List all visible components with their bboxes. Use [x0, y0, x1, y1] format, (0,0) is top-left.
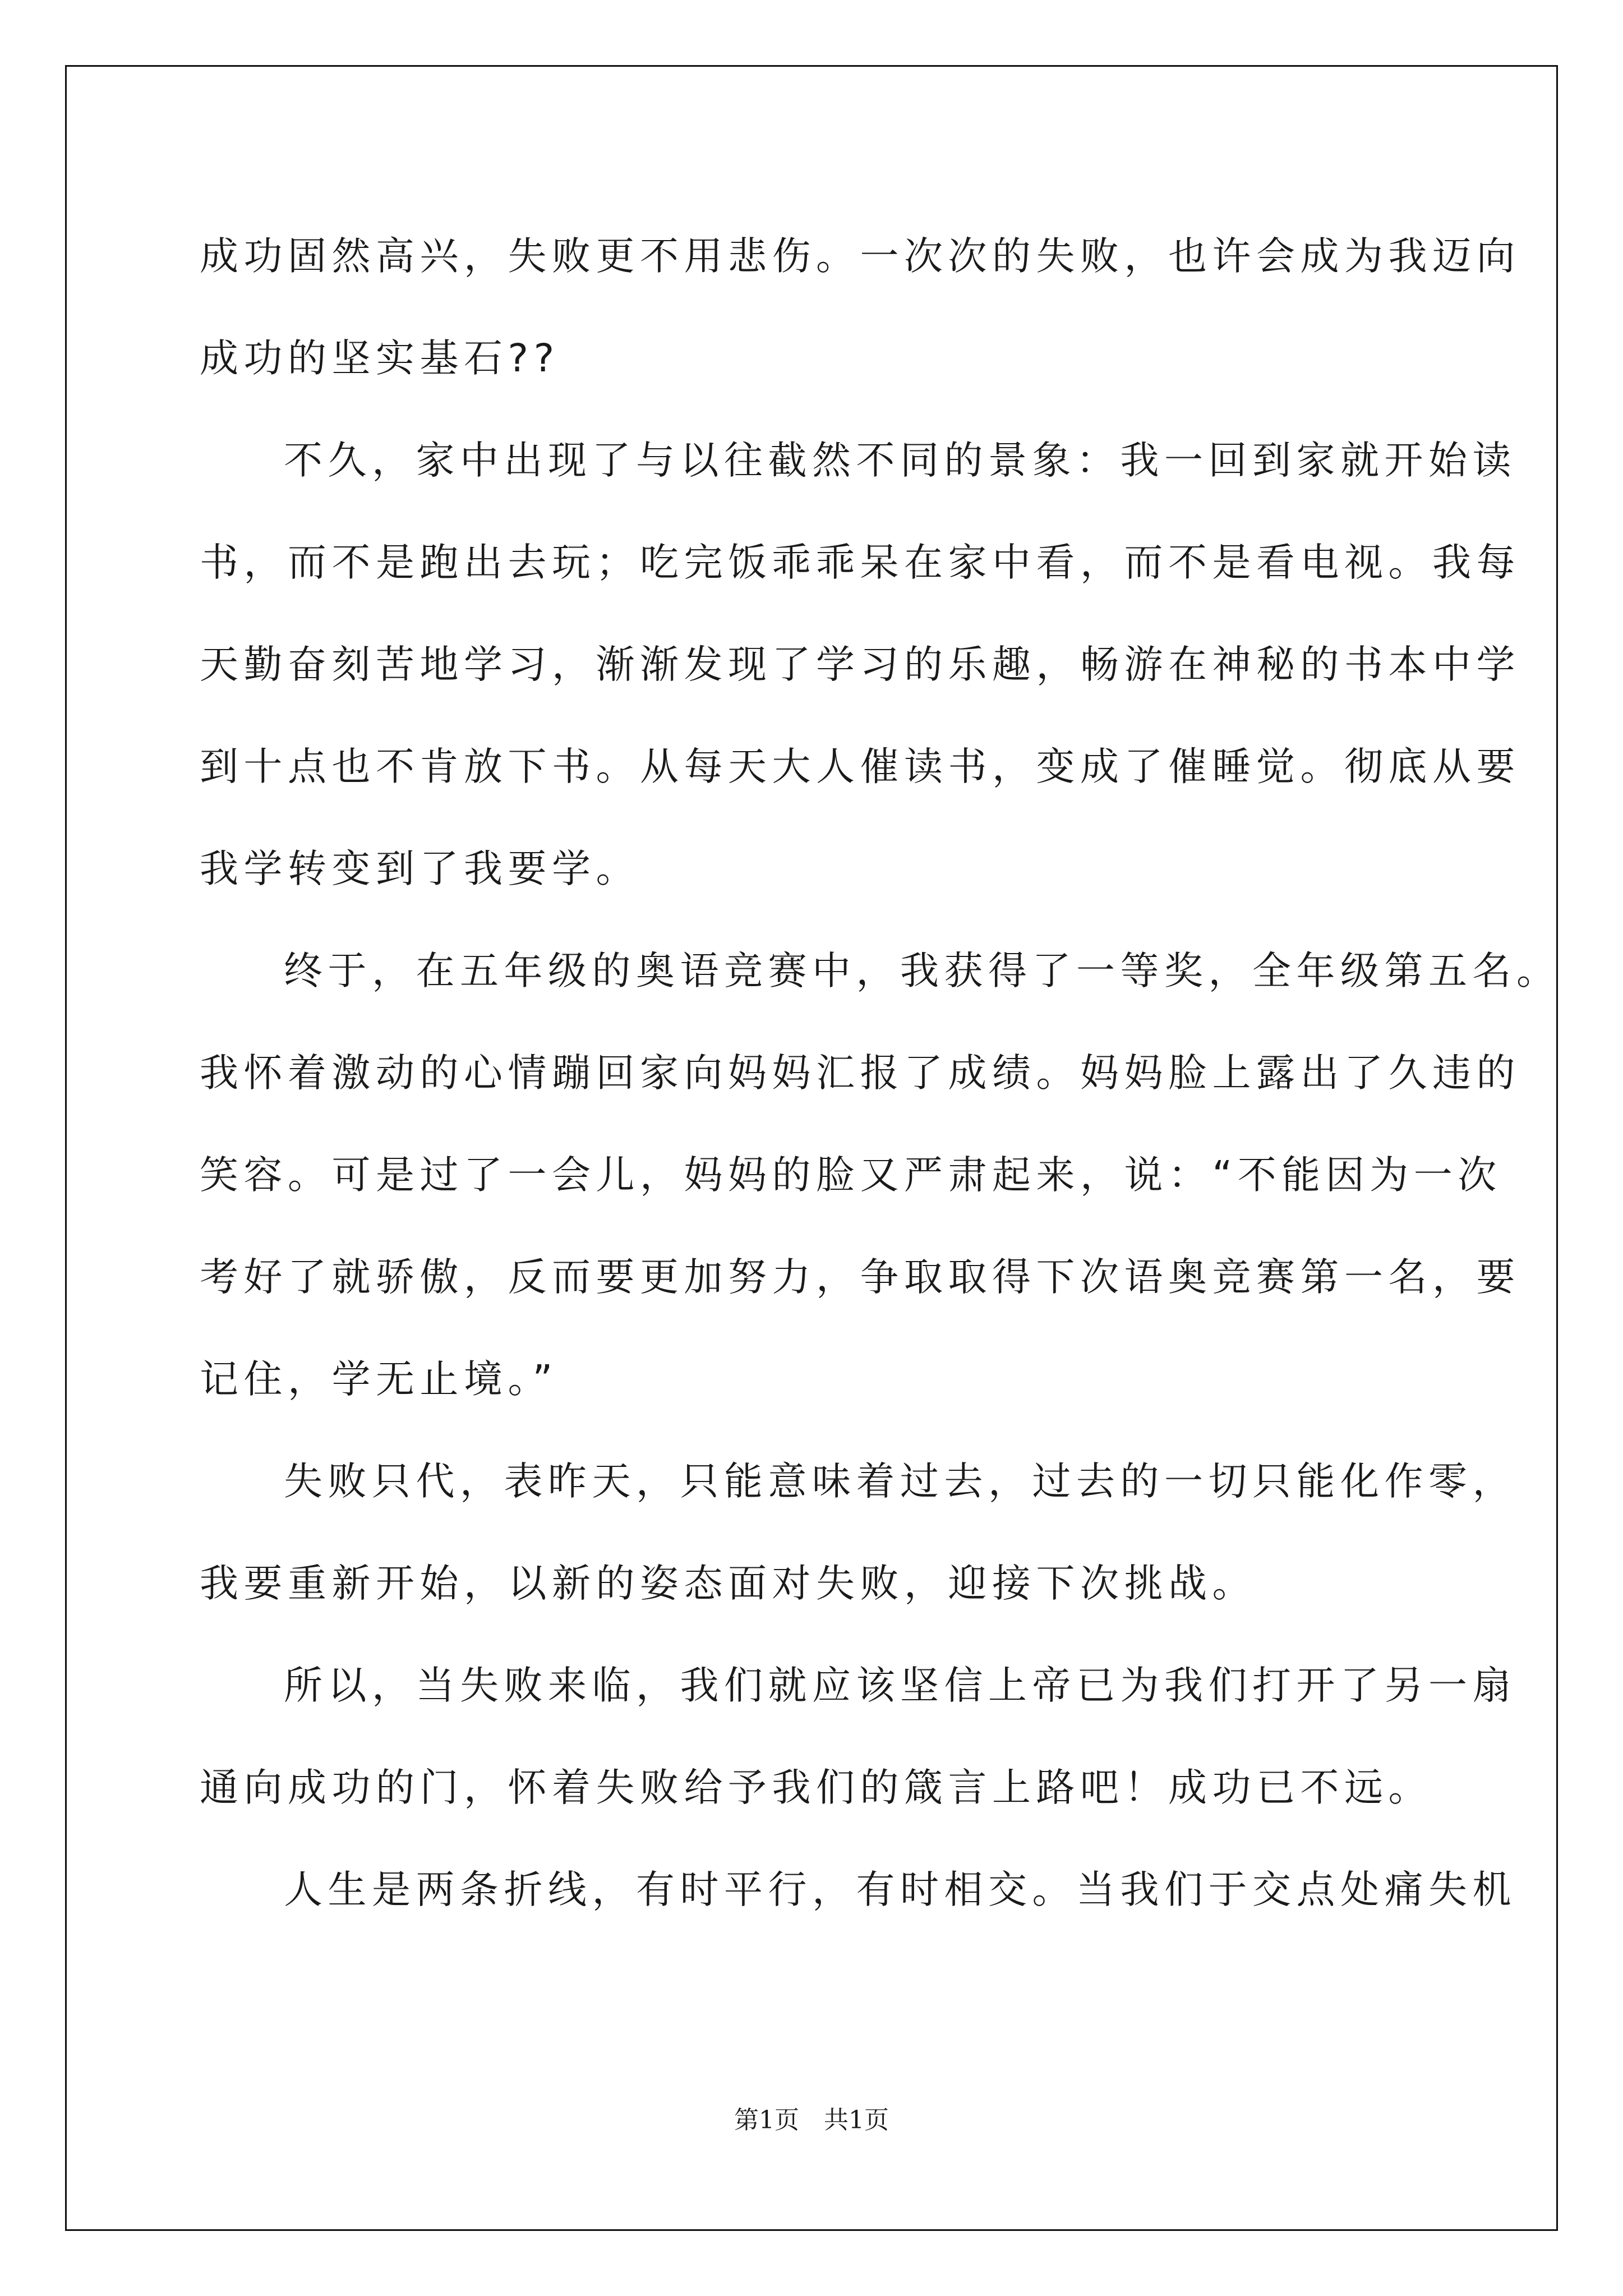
page-number-current: 第1页: [734, 2106, 799, 2134]
text-line-4: 书，而不是跑出去玩；吃完饭乖乖呆在家中看，而不是看电视。我每: [200, 540, 1520, 585]
text-line-2: 成功的坚实基石??: [200, 336, 560, 381]
text-line-14: 我要重新开始，以新的姿态面对失败，迎接下次挑战。: [200, 1561, 1256, 1606]
text-line-7: 我学转变到了我要学。: [200, 846, 640, 891]
text-line-6: 到十点也不肯放下书。从每天大人催读书，变成了催睡觉。彻底从要: [200, 744, 1520, 789]
text-line-9: 我怀着激动的心情蹦回家向妈妈汇报了成绩。妈妈脸上露出了久违的: [200, 1051, 1520, 1096]
text-line-5: 天勤奋刻苦地学习，渐渐发现了学习的乐趣，畅游在神秘的书本中学: [200, 642, 1520, 687]
text-line-11: 考好了就骄傲，反而要更加努力，争取取得下次语奥竞赛第一名，要: [200, 1255, 1520, 1300]
text-line-16: 通向成功的门，怀着失败给予我们的箴言上路吧！成功已不远。: [200, 1765, 1432, 1810]
text-line-12: 记住，学无止境。”: [200, 1357, 558, 1402]
page-number-total: 共1页: [824, 2106, 889, 2134]
text-line-17: 人生是两条折线，有时平行，有时相交。当我们于交点处痛失机: [284, 1867, 1516, 1912]
text-line-10: 笑容。可是过了一会儿，妈妈的脸又严肃起来，说：“不能因为一次: [200, 1153, 1502, 1198]
text-line-8: 终于，在五年级的奥语竞赛中，我获得了一等奖，全年级第五名。: [284, 949, 1561, 993]
text-line-13: 失败只代，表昨天，只能意味着过去，过去的一切只能化作零，: [284, 1459, 1516, 1504]
text-line-1: 成功固然高兴，失败更不用悲伤。一次次的失败，也许会成为我迈向: [200, 234, 1520, 279]
text-line-3: 不久，家中出现了与以往截然不同的景象：我一回到家就开始读: [284, 438, 1516, 483]
page-footer: [0, 2104, 1623, 2137]
document-body: [200, 205, 1561, 1941]
text-line-15: 所以，当失败来临，我们就应该坚信上帝已为我们打开了另一扇: [284, 1663, 1516, 1708]
